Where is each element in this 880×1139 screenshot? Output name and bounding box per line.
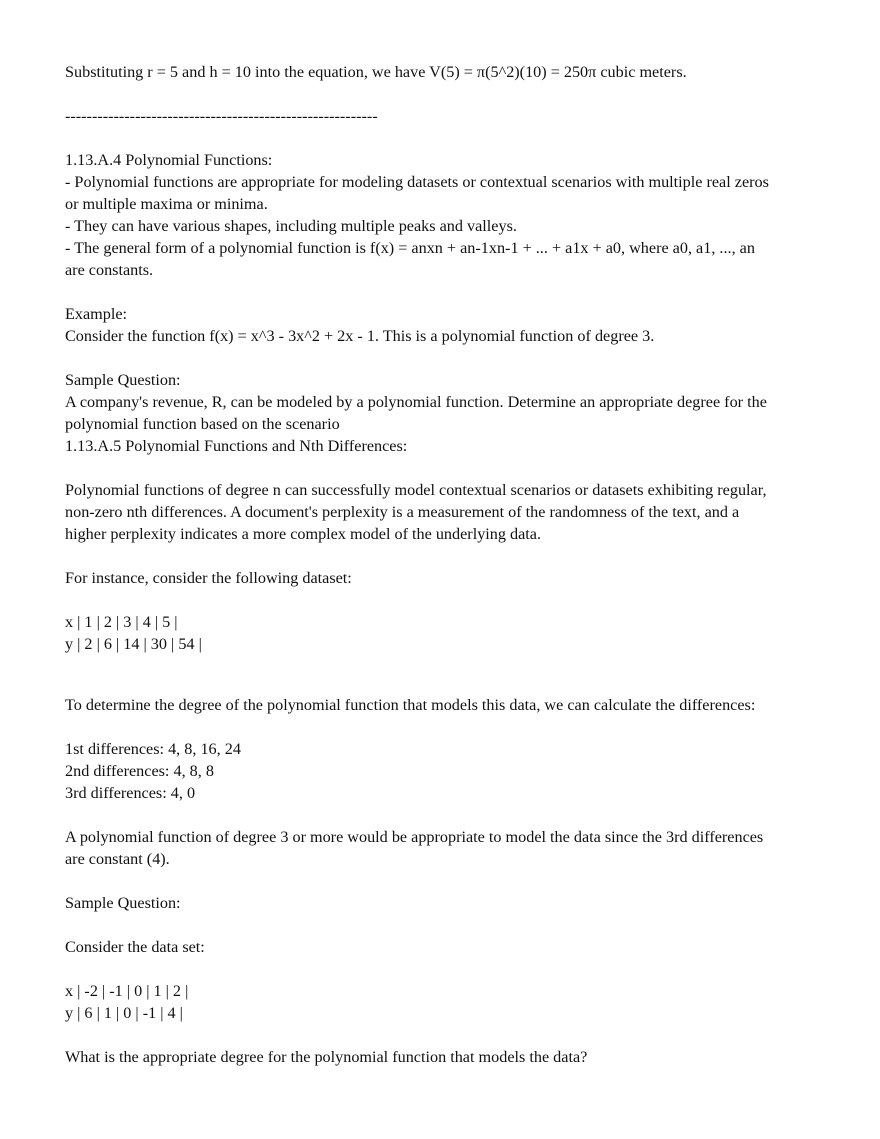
example-text: Consider the function f(x) = x^3 - 3x^2 + 2x - 1. This is a polynomial function of degree 3. bbox=[65, 327, 655, 345]
determine-text: To determine the degree of the polynomial function that models this data, we can calculate the differences: bbox=[65, 696, 756, 714]
third-differences: 3rd differences: 4, 0 bbox=[65, 784, 196, 802]
sample-question-label: Sample Question: bbox=[65, 371, 181, 389]
bullet3-line2: are constants. bbox=[65, 261, 154, 279]
sample-question-label-2: Sample Question: bbox=[65, 894, 181, 912]
final-question: What is the appropriate degree for the polynomial function that models the data? bbox=[65, 1048, 588, 1066]
bullet1-line2: or multiple maxima or minima. bbox=[65, 195, 268, 213]
second-differences: 2nd differences: 4, 8, 8 bbox=[65, 762, 214, 780]
dataset-x-row: x | 1 | 2 | 3 | 4 | 5 | bbox=[65, 613, 178, 631]
section-a5-heading: 1.13.A.5 Polynomial Functions and Nth Differences: bbox=[65, 437, 408, 455]
consider-data-set: Consider the data set: bbox=[65, 938, 205, 956]
bullet1-line1: - Polynomial functions are appropriate for modeling datasets or contextual scenarios with multiple real zeros bbox=[65, 173, 769, 191]
section-a4-heading: 1.13.A.4 Polynomial Functions: bbox=[65, 151, 273, 169]
bullet3-line1: - The general form of a polynomial function is f(x) = anxn + an-1xn-1 + ... + a1x + a0, where a0, a1, ..., an bbox=[65, 239, 755, 257]
paragraph-line1: Polynomial functions of degree n can successfully model contextual scenarios or datasets exhibiting regular, bbox=[65, 481, 767, 499]
paragraph-line2: non-zero nth differences. A document's perplexity is a measurement of the randomness of the text, and a bbox=[65, 503, 740, 521]
question-x-row: x | -2 | -1 | 0 | 1 | 2 | bbox=[65, 982, 189, 1000]
first-differences: 1st differences: 4, 8, 16, 24 bbox=[65, 740, 241, 758]
bullet2: - They can have various shapes, including multiple peaks and valleys. bbox=[65, 217, 517, 235]
paragraph-line3: higher perplexity indicates a more complex model of the underlying data. bbox=[65, 525, 542, 543]
instance-intro: For instance, consider the following dataset: bbox=[65, 569, 352, 587]
conclusion-line2: are constant (4). bbox=[65, 850, 170, 868]
question-y-row: y | 6 | 1 | 0 | -1 | 4 | bbox=[65, 1004, 183, 1022]
separator-line: ---------------------------------------------------------- bbox=[65, 107, 378, 125]
dataset-y-row: y | 2 | 6 | 14 | 30 | 54 | bbox=[65, 635, 202, 653]
conclusion-line1: A polynomial function of degree 3 or more would be appropriate to model the data since the 3rd differences bbox=[65, 828, 764, 846]
example-label: Example: bbox=[65, 305, 128, 323]
sample-question-line1: A company's revenue, R, can be modeled by a polynomial function. Determine an appropriate degree for the bbox=[65, 393, 767, 411]
sample-question-line2: polynomial function based on the scenario bbox=[65, 415, 340, 433]
intro-line: Substituting r = 5 and h = 10 into the equation, we have V(5) = π(5^2)(10) = 250π cubic meters. bbox=[65, 63, 687, 81]
